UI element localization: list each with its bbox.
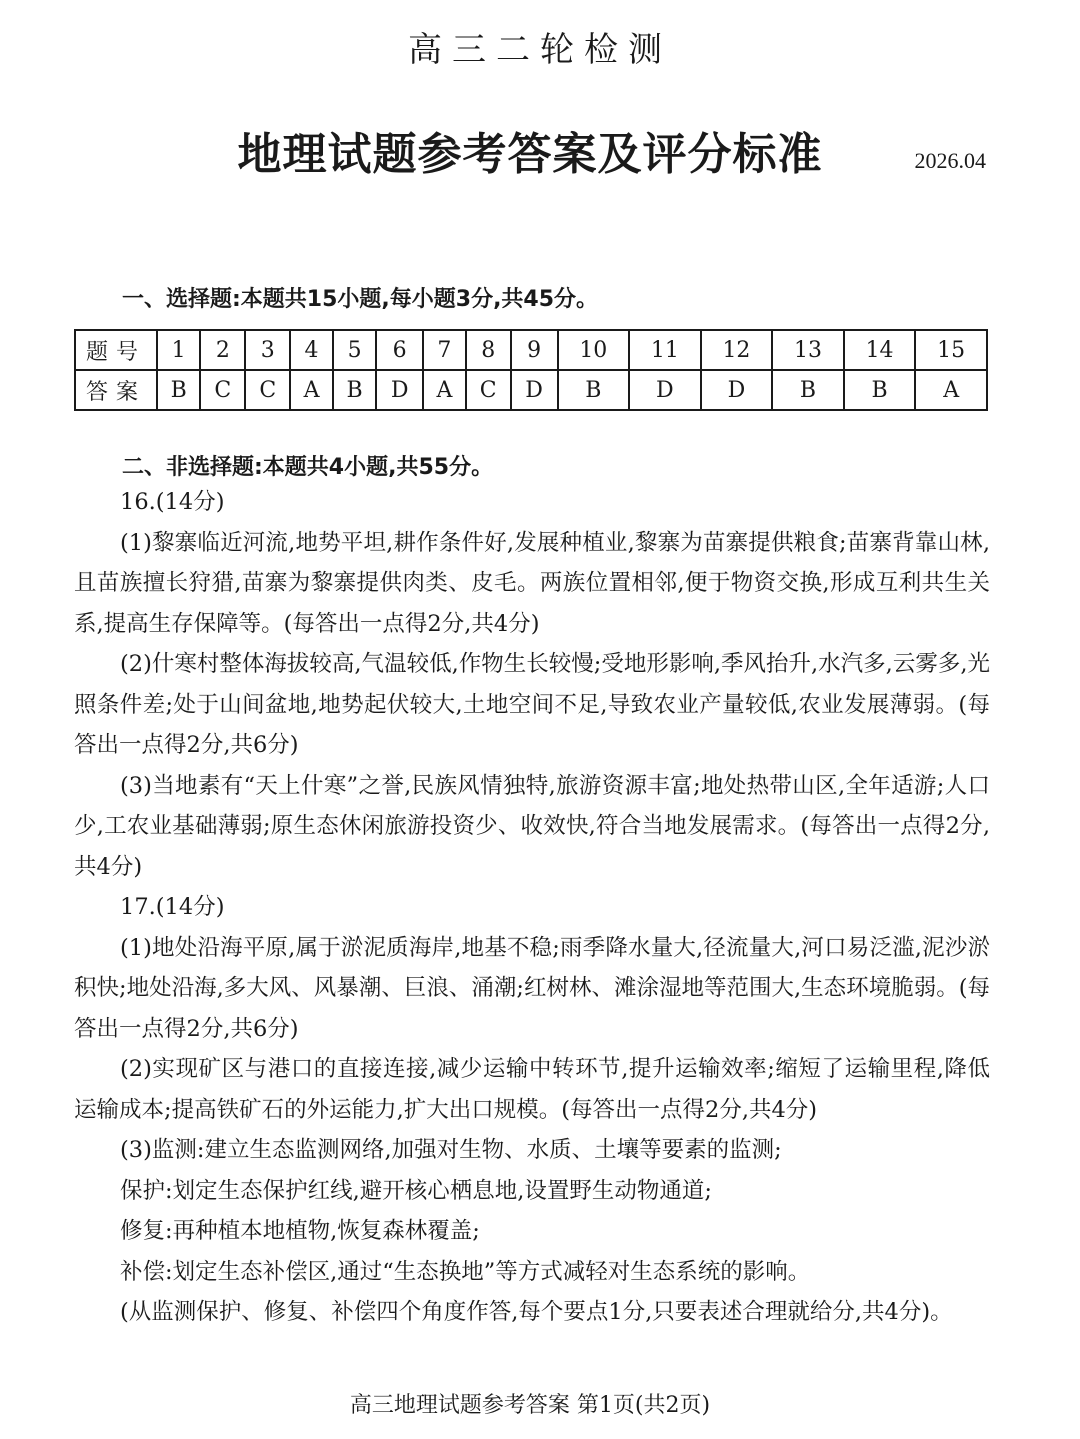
answer-cell: C [466,370,511,410]
answer-table [74,329,988,411]
row-label-number: 题号 [75,330,157,370]
section-1-title: 一、选择题:本题共15小题,每小题3分,共45分。 [122,287,599,312]
answer-cell: A [915,370,987,410]
q17-scoring-note: (从监测保护、修复、补偿四个角度作答,每个要点1分,只要表述合理就给分,共4分)。 [120,1299,953,1325]
q17-answer-1: (1)地处沿海平原,属于淤泥质海岸,地基不稳;雨季降水量大,径流量大,河口易泛滥,泥沙淤积快;地处沿海,多大风、风暴潮、巨浪、涌潮;红树林、滩涂湿地等范围大,生态环境脆弱。(每答出一点得2分,共6分) [74,934,990,1042]
page-title: 地理试题参考答案及评分标准 [237,129,823,180]
question-number: 5 [333,330,376,370]
q17-answer-3-compensate: 补偿:划定生态补偿区,通过“生态换地”等方式减轻对生态系统的影响。 [120,1258,811,1285]
answer-cell: C [245,370,290,410]
answer-cell: B [333,370,376,410]
question-16-header: 16.(14分) [120,489,225,515]
question-number: 10 [558,330,630,370]
q17-answer-3-repair: 修复:再种植本地植物,恢复森林覆盖; [120,1218,480,1244]
question-number: 8 [466,330,511,370]
q17-answer-3-protect: 保护:划定生态保护红线,避开核心栖息地,设置野生动物通道; [120,1177,712,1204]
row-label-answer: 答案 [75,370,157,410]
answer-cell: D [376,370,423,410]
page-footer: 高三地理试题参考答案 第1页(共2页) [349,1393,711,1418]
question-number: 6 [376,330,423,370]
answer-cell: B [772,370,844,410]
answer-cell: A [423,370,466,410]
question-number: 7 [423,330,466,370]
q16-answer-2: (2)什寒村整体海拔较高,气温较低,作物生长较慢;受地形影响,季风抬升,水汽多,云雾多,光照条件差;处于山间盆地,地势起伏较大,土地空间不足,导致农业产量较低,农业发展薄弱。(每答出一点得2分,共6分) [74,651,990,758]
answer-cell: D [511,370,558,410]
answer-cell: B [844,370,916,410]
exam-series-title: 高三二轮检测 [408,30,672,70]
answer-body [74,482,990,1333]
answer-cell: B [157,370,200,410]
q17-answer-2: (2)实现矿区与港口的直接连接,减少运输中转环节,提升运输效率;缩短了运输里程,降低运输成本;提高铁矿石的外运能力,扩大出口规模。(每答出一点得2分,共4分) [74,1056,990,1123]
question-number-row [75,330,987,370]
question-number: 15 [915,330,987,370]
q16-answer-1: (1)黎寨临近河流,地势平坦,耕作条件好,发展种植业,黎寨为苗寨提供粮食;苗寨背靠山林,且苗族擅长狩猎,苗寨为黎寨提供肉类、皮毛。两族位置相邻,便于物资交换,形成互利共生关系,提高生存保障等。(每答出一点得2分,共4分) [74,529,990,637]
answer-cell: D [701,370,773,410]
question-number: 3 [245,330,290,370]
question-number: 4 [290,330,333,370]
question-number: 14 [844,330,916,370]
answer-row [75,370,987,410]
answer-cell: C [200,370,245,410]
exam-date: 2026.04 [914,148,986,173]
q17-answer-3-monitor: (3)监测:建立生态监测网络,加强对生物、水质、土壤等要素的监测; [120,1137,782,1163]
question-number: 9 [511,330,558,370]
answer-cell: B [558,370,630,410]
answer-cell: A [290,370,333,410]
section-2-title: 二、非选择题:本题共4小题,共55分。 [122,455,494,480]
question-number: 1 [157,330,200,370]
question-number: 2 [200,330,245,370]
answer-cell: D [629,370,701,410]
question-number: 12 [701,330,773,370]
question-17-header: 17.(14分) [120,894,225,920]
q16-answer-3: (3)当地素有“天上什寒”之誉,民族风情独特,旅游资源丰富;地处热带山区,全年适游;人口少,工农业基础薄弱;原生态休闲旅游投资少、收效快,符合当地发展需求。(每答出一点得2分,共4分) [74,772,990,880]
question-number: 11 [629,330,701,370]
question-number: 13 [772,330,844,370]
